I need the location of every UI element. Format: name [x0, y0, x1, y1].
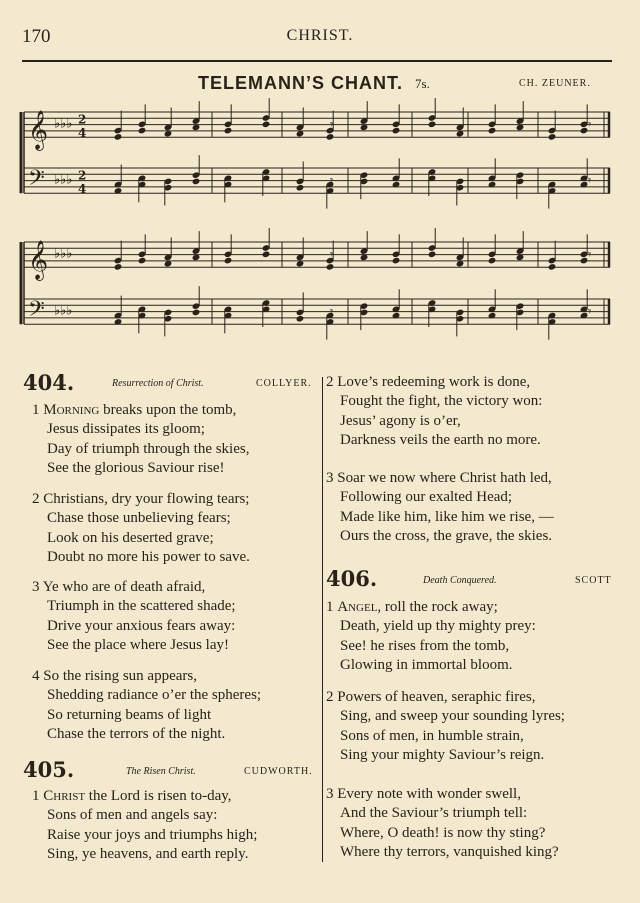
verse-line: Triumph in the scattered shade;	[47, 598, 236, 615]
verse-line: See! he rises from the tomb,	[340, 637, 510, 654]
verse-line: 1 Christ the Lord is risen to-day,	[32, 788, 232, 804]
treble-clef: 𝄞	[28, 240, 49, 281]
column-rule	[322, 377, 323, 862]
note-head	[138, 257, 147, 265]
verse-line: Made like him, like him we rise, —	[340, 508, 554, 525]
verse-line: Sing, ye heavens, and earth reply.	[47, 846, 249, 863]
verse-line: And the Saviour’s triumph tell:	[340, 805, 528, 822]
rest-symbol: 𝄾	[330, 117, 334, 132]
bass-clef: 𝄢	[28, 296, 45, 327]
verse-line: Fought the fight, the victory won:	[340, 393, 543, 410]
verse-line: Where thy terrors, vanquished king?	[340, 844, 559, 861]
verse-line: Raise your joys and triumphs high;	[47, 826, 258, 843]
rest-symbol: 𝄾	[588, 117, 592, 132]
note-head	[548, 133, 557, 141]
verse-line: 2 Christians, dry your flowing tears;	[32, 491, 250, 507]
verse-line: 3 Soar we now where Christ hath led,	[326, 470, 552, 486]
hymn-number: 406.	[326, 566, 378, 591]
note-head	[296, 184, 305, 192]
time-signature: 4	[78, 126, 87, 141]
stanza	[326, 598, 536, 676]
stanza	[326, 785, 559, 863]
stanza	[32, 401, 249, 479]
verse-line: Sing, and sweep your sounding lyres;	[340, 708, 565, 725]
tune-composer: CH. ZEUNER.	[519, 78, 591, 89]
hymn-subtitle: Resurrection of Christ.	[112, 378, 204, 389]
verse-line: 4 So the rising sun appears,	[32, 668, 197, 684]
key-signature-flat: ♭♭♭	[54, 172, 73, 188]
verse-line: Shedding radiance o’er the spheres;	[47, 687, 262, 704]
note-head	[262, 251, 271, 259]
note-head	[114, 133, 123, 141]
rest-symbol: 𝄾	[588, 304, 592, 319]
tune-title: TELEMANN’S CHANT.	[198, 73, 403, 93]
note-head	[262, 121, 271, 129]
stanza	[326, 688, 565, 766]
verse-line: Chase those unbelieving fears;	[47, 510, 231, 527]
tune-meter: 7s.	[415, 76, 430, 91]
bass-clef: 𝄢	[28, 165, 45, 196]
verse-line: Following our exalted Head;	[340, 489, 513, 506]
note-head	[488, 257, 497, 265]
page-number: 170	[22, 26, 51, 47]
note-head	[548, 263, 557, 271]
note-head	[428, 121, 437, 129]
stanza	[32, 787, 257, 865]
time-signature: 2	[78, 112, 87, 127]
note-head	[138, 127, 147, 135]
rest-symbol: 𝄾	[330, 173, 334, 188]
hymn-author: COLLYER.	[256, 378, 312, 389]
verse-line: Sing your mighty Saviour’s reign.	[340, 747, 545, 764]
verse-line: Chase the terrors of the night.	[47, 726, 226, 743]
verse-line: 3 Every note with wonder swell,	[326, 786, 521, 802]
note-head	[192, 178, 201, 186]
note-head	[428, 251, 437, 259]
hymn-subtitle: Death Conquered.	[423, 575, 497, 586]
hymn-number: 405.	[23, 757, 75, 782]
hymn-number: 404.	[23, 370, 75, 395]
note-head	[224, 257, 233, 265]
rest-symbol: 𝄾	[588, 173, 592, 188]
note-head	[114, 263, 123, 271]
stanza	[326, 469, 554, 547]
verse-line: Doubt no more his power to save.	[47, 549, 250, 566]
verse-line: Death, yield up thy mighty prey:	[340, 618, 536, 635]
key-signature-flat: ♭♭♭	[54, 116, 73, 132]
stanza	[32, 578, 236, 656]
verse-line: Ours the cross, the grave, the skies.	[340, 528, 553, 545]
key-signature-flat: ♭♭♭	[54, 246, 73, 262]
note-head	[392, 127, 401, 135]
verse-line: 2 Powers of heaven, seraphic fires,	[326, 689, 536, 705]
verse-line: Glowing in immortal bloom.	[340, 657, 513, 674]
stanza	[32, 667, 261, 745]
time-signature: 2	[78, 168, 87, 183]
note-head	[296, 315, 305, 323]
verse-line: So returning beams of light	[47, 706, 212, 723]
time-signature: 4	[78, 182, 87, 197]
verse-line: 2 Love’s redeeming work is done,	[326, 374, 531, 390]
running-head: CHRIST.	[286, 27, 354, 44]
verse-line: Jesus dissipates its gloom;	[47, 421, 205, 438]
verse-line: Day of triumph through the skies,	[47, 440, 250, 457]
note-head	[326, 263, 335, 271]
note-head	[326, 133, 335, 141]
verse-line: 1 Angel, roll the rock away;	[326, 599, 498, 615]
verse-line: Jesus’ agony is o’er,	[340, 412, 461, 429]
rest-symbol: 𝄾	[330, 304, 334, 319]
treble-clef: 𝄞	[28, 110, 49, 151]
note-head	[580, 257, 589, 265]
verse-line: 1 Morning breaks upon the tomb,	[32, 402, 237, 418]
hymn-subtitle: The Risen Christ.	[126, 766, 196, 777]
verse-line: Darkness veils the earth no more.	[340, 432, 541, 449]
hymn-author: SCOTT	[575, 575, 612, 586]
verse-line: See the place where Jesus lay!	[47, 637, 230, 654]
stanza	[32, 490, 250, 568]
verse-line: Look on his deserted grave;	[47, 529, 214, 546]
verse-line: Sons of men and angels say:	[47, 807, 218, 824]
verse-line: Sons of men, in humble strain,	[340, 727, 524, 744]
verse-line: See the glorious Saviour rise!	[47, 460, 225, 477]
note-head	[392, 257, 401, 265]
note-head	[224, 127, 233, 135]
verse-line: 3 Ye who are of death afraid,	[32, 579, 206, 595]
note-head	[580, 127, 589, 135]
note-head	[488, 127, 497, 135]
note-head	[192, 309, 201, 317]
key-signature-flat: ♭♭♭	[54, 303, 73, 319]
music-score	[0, 0, 640, 360]
stanza	[326, 373, 542, 451]
rest-symbol: 𝄾	[330, 247, 334, 262]
verse-line: Where, O death! is now thy sting?	[340, 824, 546, 841]
verse-line: Drive your anxious fears away:	[47, 617, 236, 634]
rest-symbol: 𝄾	[588, 247, 592, 262]
hymn-author: CUDWORTH.	[244, 766, 313, 777]
